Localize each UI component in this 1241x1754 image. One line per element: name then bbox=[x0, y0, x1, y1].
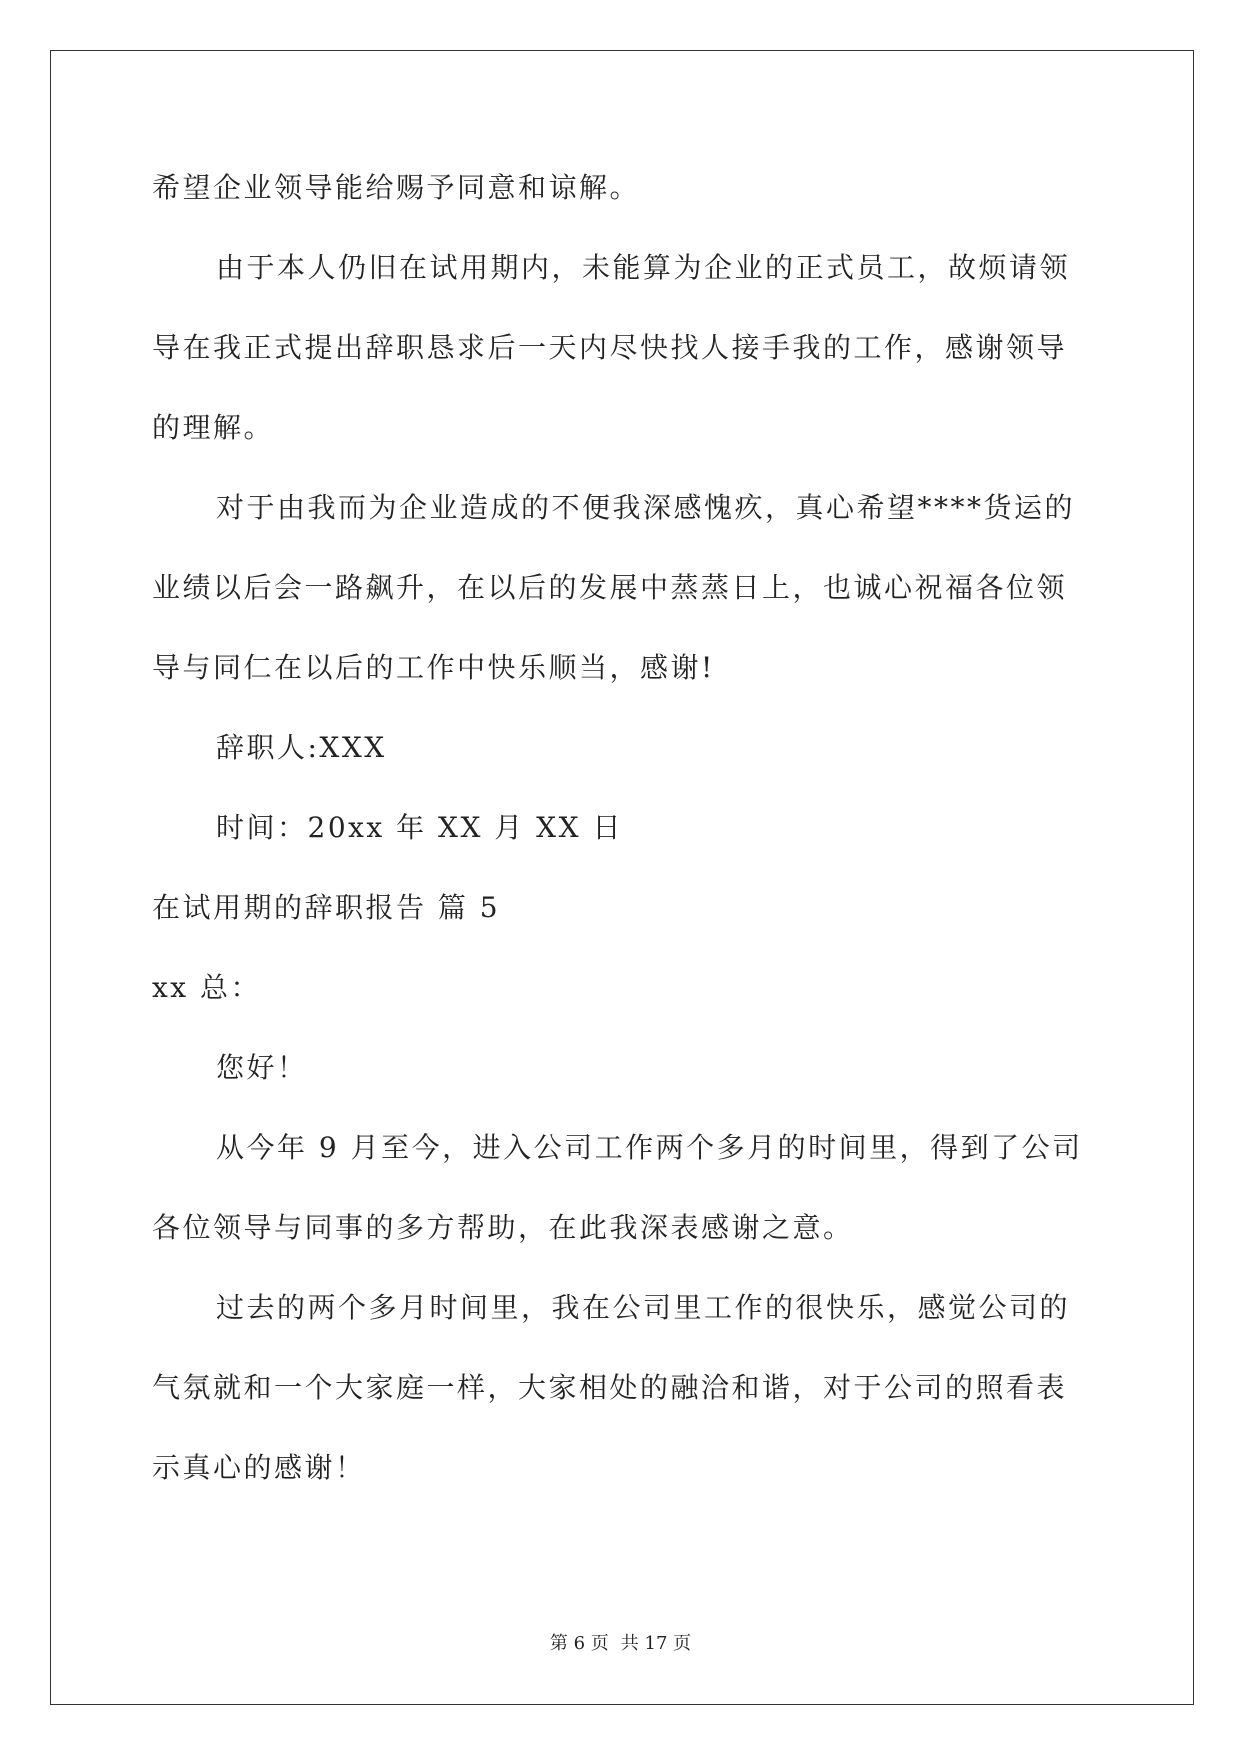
paragraph-line: 示真心的感谢！ bbox=[152, 1451, 366, 1484]
paragraph-line: 业绩以后会一路飙升，在以后的发展中蒸蒸日上，也诚心祝福各位领 bbox=[152, 571, 1068, 604]
greeting: 您好！ bbox=[216, 1051, 308, 1084]
page-number: 第 6 页 bbox=[549, 1633, 609, 1654]
salutation: xx 总： bbox=[152, 971, 261, 1004]
paragraph-line: 由于本人仍旧在试用期内，未能算为企业的正式员工，故烦请领 bbox=[216, 251, 1071, 284]
page-footer bbox=[0, 1632, 1241, 1656]
paragraph-line: 希望企业领导能给赐予同意和谅解。 bbox=[152, 171, 641, 204]
paragraph-line: 气氛就和一个大家庭一样，大家相处的融洽和谐，对于公司的照看表 bbox=[152, 1371, 1068, 1404]
page-total: 共 17 页 bbox=[620, 1633, 692, 1654]
paragraph-line: 导在我正式提出辞职恳求后一天内尽快找人接手我的工作，感谢领导 bbox=[152, 331, 1068, 364]
paragraph-line: 各位领导与同事的多方帮助，在此我深表感谢之意。 bbox=[152, 1211, 854, 1244]
signature-line: 辞职人:XXX bbox=[216, 731, 387, 764]
date-line: 时间：20xx 年 XX 月 XX 日 bbox=[216, 811, 623, 844]
section-title: 在试用期的辞职报告 篇 5 bbox=[152, 891, 501, 924]
paragraph-line: 导与同仁在以后的工作中快乐顺当，感谢! bbox=[152, 651, 715, 684]
paragraph-line: 对于由我而为企业造成的不便我深感愧疚，真心希望****货运的 bbox=[216, 491, 1076, 524]
paragraph-line: 的理解。 bbox=[152, 411, 275, 444]
paragraph-line: 过去的两个多月时间里，我在公司里工作的很快乐，感觉公司的 bbox=[216, 1291, 1071, 1324]
paragraph-line: 从今年 9 月至今，进入公司工作两个多月的时间里，得到了公司 bbox=[216, 1131, 1083, 1164]
